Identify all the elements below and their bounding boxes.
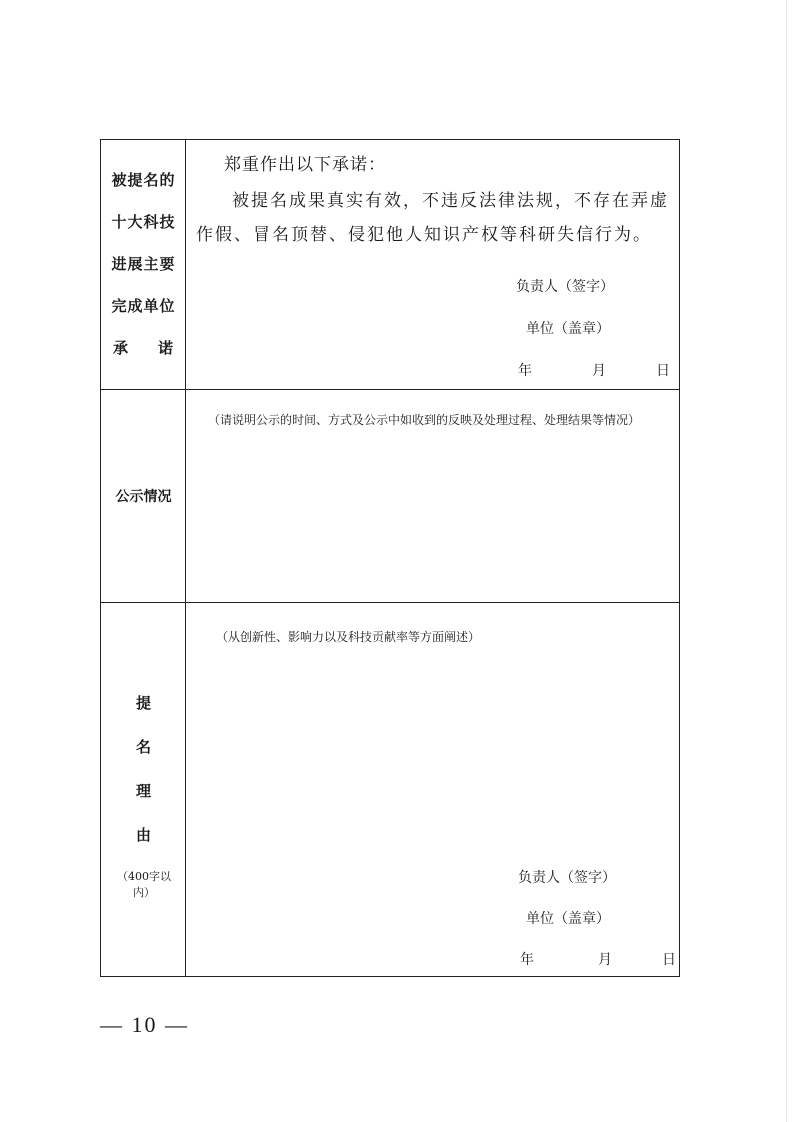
pledge-label-char-left: 承	[113, 339, 130, 357]
reason-signer-label: 负责人（签字）	[518, 870, 616, 886]
publicity-label: 公示情况	[115, 489, 172, 505]
pledge-date-month: 月	[592, 363, 606, 379]
reason-label-char-2: 名	[135, 738, 151, 756]
page-number: — 10 —	[100, 1012, 189, 1037]
pledge-date-line	[518, 360, 670, 380]
reason-date-day: 日	[662, 952, 676, 968]
reason-hint: （从创新性、影响力以及科技贡献率等方面阐述）	[216, 630, 481, 644]
pledge-unit-label: 单位（盖章）	[526, 321, 610, 337]
reason-date-line	[520, 949, 676, 969]
pledge-row	[101, 140, 679, 390]
pledge-label-line-2: 十大科技	[111, 213, 176, 231]
pledge-signer-label: 负责人（签字）	[516, 279, 614, 295]
nomination-form-table	[100, 139, 680, 977]
reason-row	[101, 603, 679, 976]
publicity-content-cell	[186, 390, 679, 602]
pledge-label-line-4: 完成单位	[111, 297, 176, 315]
reason-unit-label: 单位（盖章）	[526, 911, 610, 927]
pledge-label-line-3: 进展主要	[111, 255, 176, 273]
publicity-row	[101, 390, 679, 603]
pledge-date-year: 年	[518, 363, 532, 379]
pledge-label-cell	[101, 140, 186, 389]
pledge-intro: 郑重作出以下承诺：	[224, 155, 386, 175]
pledge-label-line-5	[101, 336, 186, 378]
reason-label-cell	[101, 603, 186, 976]
reason-label-char-1: 提	[135, 694, 151, 712]
reason-label-char-4: 由	[135, 826, 151, 844]
pledge-label-char-right: 诺	[157, 339, 174, 357]
reason-date-year: 年	[520, 952, 534, 968]
publicity-hint: （请说明公示的时间、方式及公示中如收到的反映及处理过程、处理结果等情况）	[208, 413, 641, 427]
pledge-label-line-1: 被提名的	[111, 171, 176, 189]
reason-label-char-3: 理	[135, 782, 151, 800]
scan-edge-line	[786, 0, 787, 1122]
pledge-content-cell	[186, 140, 679, 389]
pledge-body: 被提名成果真实有效，不违反法律法规，不存在弄虚作假、冒名顶替、侵犯他人知识产权等科研失信行为。	[196, 191, 669, 245]
reason-label-note: （400字以内）	[117, 870, 171, 899]
reason-content-cell	[186, 603, 679, 976]
publicity-label-cell	[101, 390, 186, 602]
reason-date-month: 月	[598, 952, 612, 968]
pledge-date-day: 日	[656, 363, 670, 379]
